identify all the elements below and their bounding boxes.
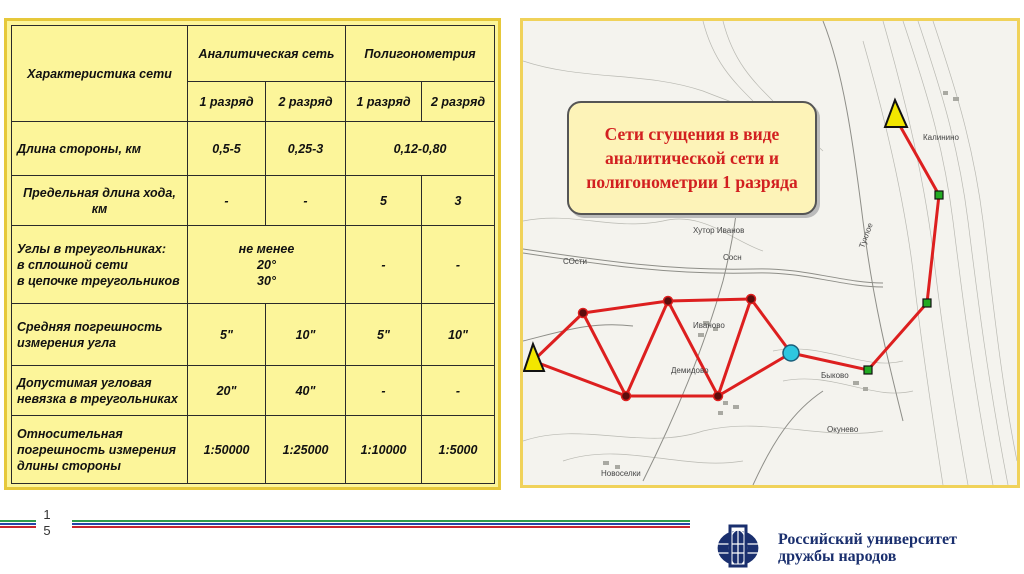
network-point (622, 392, 631, 401)
map-place-label: Иваново (693, 321, 725, 330)
map-drawing (523, 21, 1017, 485)
map-place-label: СОсти (563, 257, 587, 266)
topographic-map (520, 18, 1020, 488)
header-polygon-rank-1: 1 разряд (346, 82, 422, 122)
map-place-label: Хутор Иванов (693, 226, 745, 235)
cell-value: 5 (346, 176, 422, 226)
cell-value: 0,25-3 (266, 122, 346, 176)
cell-value: 1:5000 (422, 416, 495, 484)
cell-value: 10" (422, 304, 495, 366)
row-label: Предельная длина хода, км (12, 176, 188, 226)
cell-value: 3 (422, 176, 495, 226)
cell-value: 10" (266, 304, 346, 366)
table-row (12, 122, 495, 176)
stripe-red (0, 526, 36, 528)
stripe-blue (72, 523, 690, 525)
network-points (579, 191, 944, 401)
header-characteristic: Характеристика сети (12, 26, 188, 122)
map-place-label: Калинино (923, 133, 959, 142)
stripe-green (72, 520, 690, 522)
stripe-red (72, 526, 690, 528)
network-point (714, 392, 723, 401)
university-name: Российский университет дружбы народов (778, 531, 957, 565)
cell-value: - (346, 226, 422, 304)
map-place-label: Новоселки (601, 469, 641, 478)
slide-number: 1 5 (43, 507, 51, 538)
cell-value: 20" (188, 366, 266, 416)
cell-value: 5" (346, 304, 422, 366)
triangle-marker-northeast (885, 100, 907, 127)
cell-value: - (346, 366, 422, 416)
map-place-label: Окунево (827, 425, 859, 434)
analytic-network-lines (533, 299, 791, 396)
university-globe-logo-icon (708, 524, 768, 568)
header-analytic-rank-2: 2 разряд (266, 82, 346, 122)
callout-text: Сети сгущения в виде аналитической сети и полигонометрии 1 разряда (586, 124, 798, 192)
row-label: Длина стороны, км (12, 122, 188, 176)
cell-value: - (266, 176, 346, 226)
table-row (12, 176, 495, 226)
traverse-point (923, 299, 931, 307)
map-place-label: Демидово (671, 366, 709, 375)
cell-value: 1:10000 (346, 416, 422, 484)
map-callout (567, 101, 817, 215)
traverse-point (864, 366, 872, 374)
table-row (12, 416, 495, 484)
junction-station (783, 345, 799, 361)
network-specification-table (11, 25, 495, 484)
row-label: Относительная погрешность измерения длины стороны (12, 416, 188, 484)
header-analytic-network: Аналитическая сеть (188, 26, 346, 82)
row-label: Средняя погрешность измерения угла (12, 304, 188, 366)
stripe-blue (0, 523, 36, 525)
cell-value: 0,12-0,80 (346, 122, 495, 176)
cell-value: - (188, 176, 266, 226)
cell-value: 40" (266, 366, 346, 416)
cell-value: 5" (188, 304, 266, 366)
row-label: Углы в треугольниках: в сплошной сети в цепочке треугольников (12, 226, 188, 304)
table-row (12, 304, 495, 366)
table-row (12, 226, 495, 304)
map-place-label: Сосн (723, 253, 742, 262)
cell-value: не менее 20° 30° (188, 226, 346, 304)
map-place-label: Быково (821, 371, 849, 380)
network-point (747, 295, 756, 304)
header-analytic-rank-1: 1 разряд (188, 82, 266, 122)
header-polygon-rank-2: 2 разряд (422, 82, 495, 122)
cell-value: 1:50000 (188, 416, 266, 484)
contour-lines (523, 21, 1017, 485)
triangle-marker-west (524, 344, 544, 371)
row-label: Допустимая угловая невязка в треугольниках (12, 366, 188, 416)
header-polygonometry: Полигонометрия (346, 26, 495, 82)
network-point (664, 297, 673, 306)
traverse-point (935, 191, 943, 199)
table-row (12, 366, 495, 416)
footer-stripes (0, 520, 690, 530)
stripe-green (0, 520, 36, 522)
specification-table-panel (4, 18, 501, 490)
map-place-label: Тухлое (857, 221, 875, 250)
cell-value: - (422, 366, 495, 416)
cell-value: 0,5-5 (188, 122, 266, 176)
network-point (579, 309, 588, 318)
cell-value: - (422, 226, 495, 304)
cell-value: 1:25000 (266, 416, 346, 484)
roads-and-rivers (523, 21, 903, 485)
